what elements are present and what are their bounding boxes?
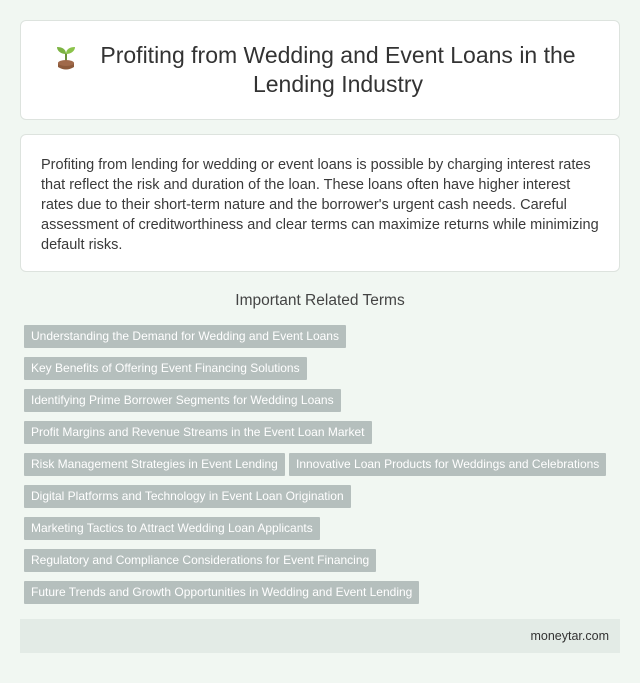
summary-card bbox=[20, 134, 620, 272]
footer-brand[interactable]: moneytar.com bbox=[530, 629, 609, 643]
related-term-tag[interactable]: Marketing Tactics to Attract Wedding Loan Applicants bbox=[24, 517, 320, 540]
summary-text: Profiting from lending for wedding or event loans is possible by charging interest rates that reflect the risk and duration of the loan. These loans often have higher interest rates due to their short-term nature and the borrower's urgent cash needs. Careful assessment of creditworthiness and clear terms can maximize returns while minimizing default risks. bbox=[41, 157, 599, 253]
related-term-tag[interactable]: Understanding the Demand for Wedding and Event Loans bbox=[24, 325, 346, 348]
related-term-tag[interactable]: Regulatory and Compliance Considerations for Event Financing bbox=[24, 549, 376, 572]
title-wrap bbox=[21, 21, 619, 119]
footer-bar bbox=[20, 619, 620, 653]
related-term-tag[interactable]: Risk Management Strategies in Event Lending bbox=[24, 453, 285, 476]
related-term-tag[interactable]: Profit Margins and Revenue Streams in the Event Loan Market bbox=[24, 421, 372, 444]
title-card bbox=[20, 20, 620, 120]
related-terms-heading: Important Related Terms bbox=[235, 292, 405, 309]
page-title: Profiting from Wedding and Event Loans in the Lending Industry bbox=[100, 42, 576, 97]
related-term-tag[interactable]: Digital Platforms and Technology in Event Loan Origination bbox=[24, 485, 351, 508]
related-term-tag[interactable]: Key Benefits of Offering Event Financing Solutions bbox=[24, 357, 307, 380]
related-term-tag[interactable]: Innovative Loan Products for Weddings and Celebrations bbox=[289, 453, 606, 476]
related-term-tag[interactable]: Future Trends and Growth Opportunities in Wedding and Event Lending bbox=[24, 581, 419, 604]
related-term-tag[interactable]: Identifying Prime Borrower Segments for Wedding Loans bbox=[24, 389, 341, 412]
